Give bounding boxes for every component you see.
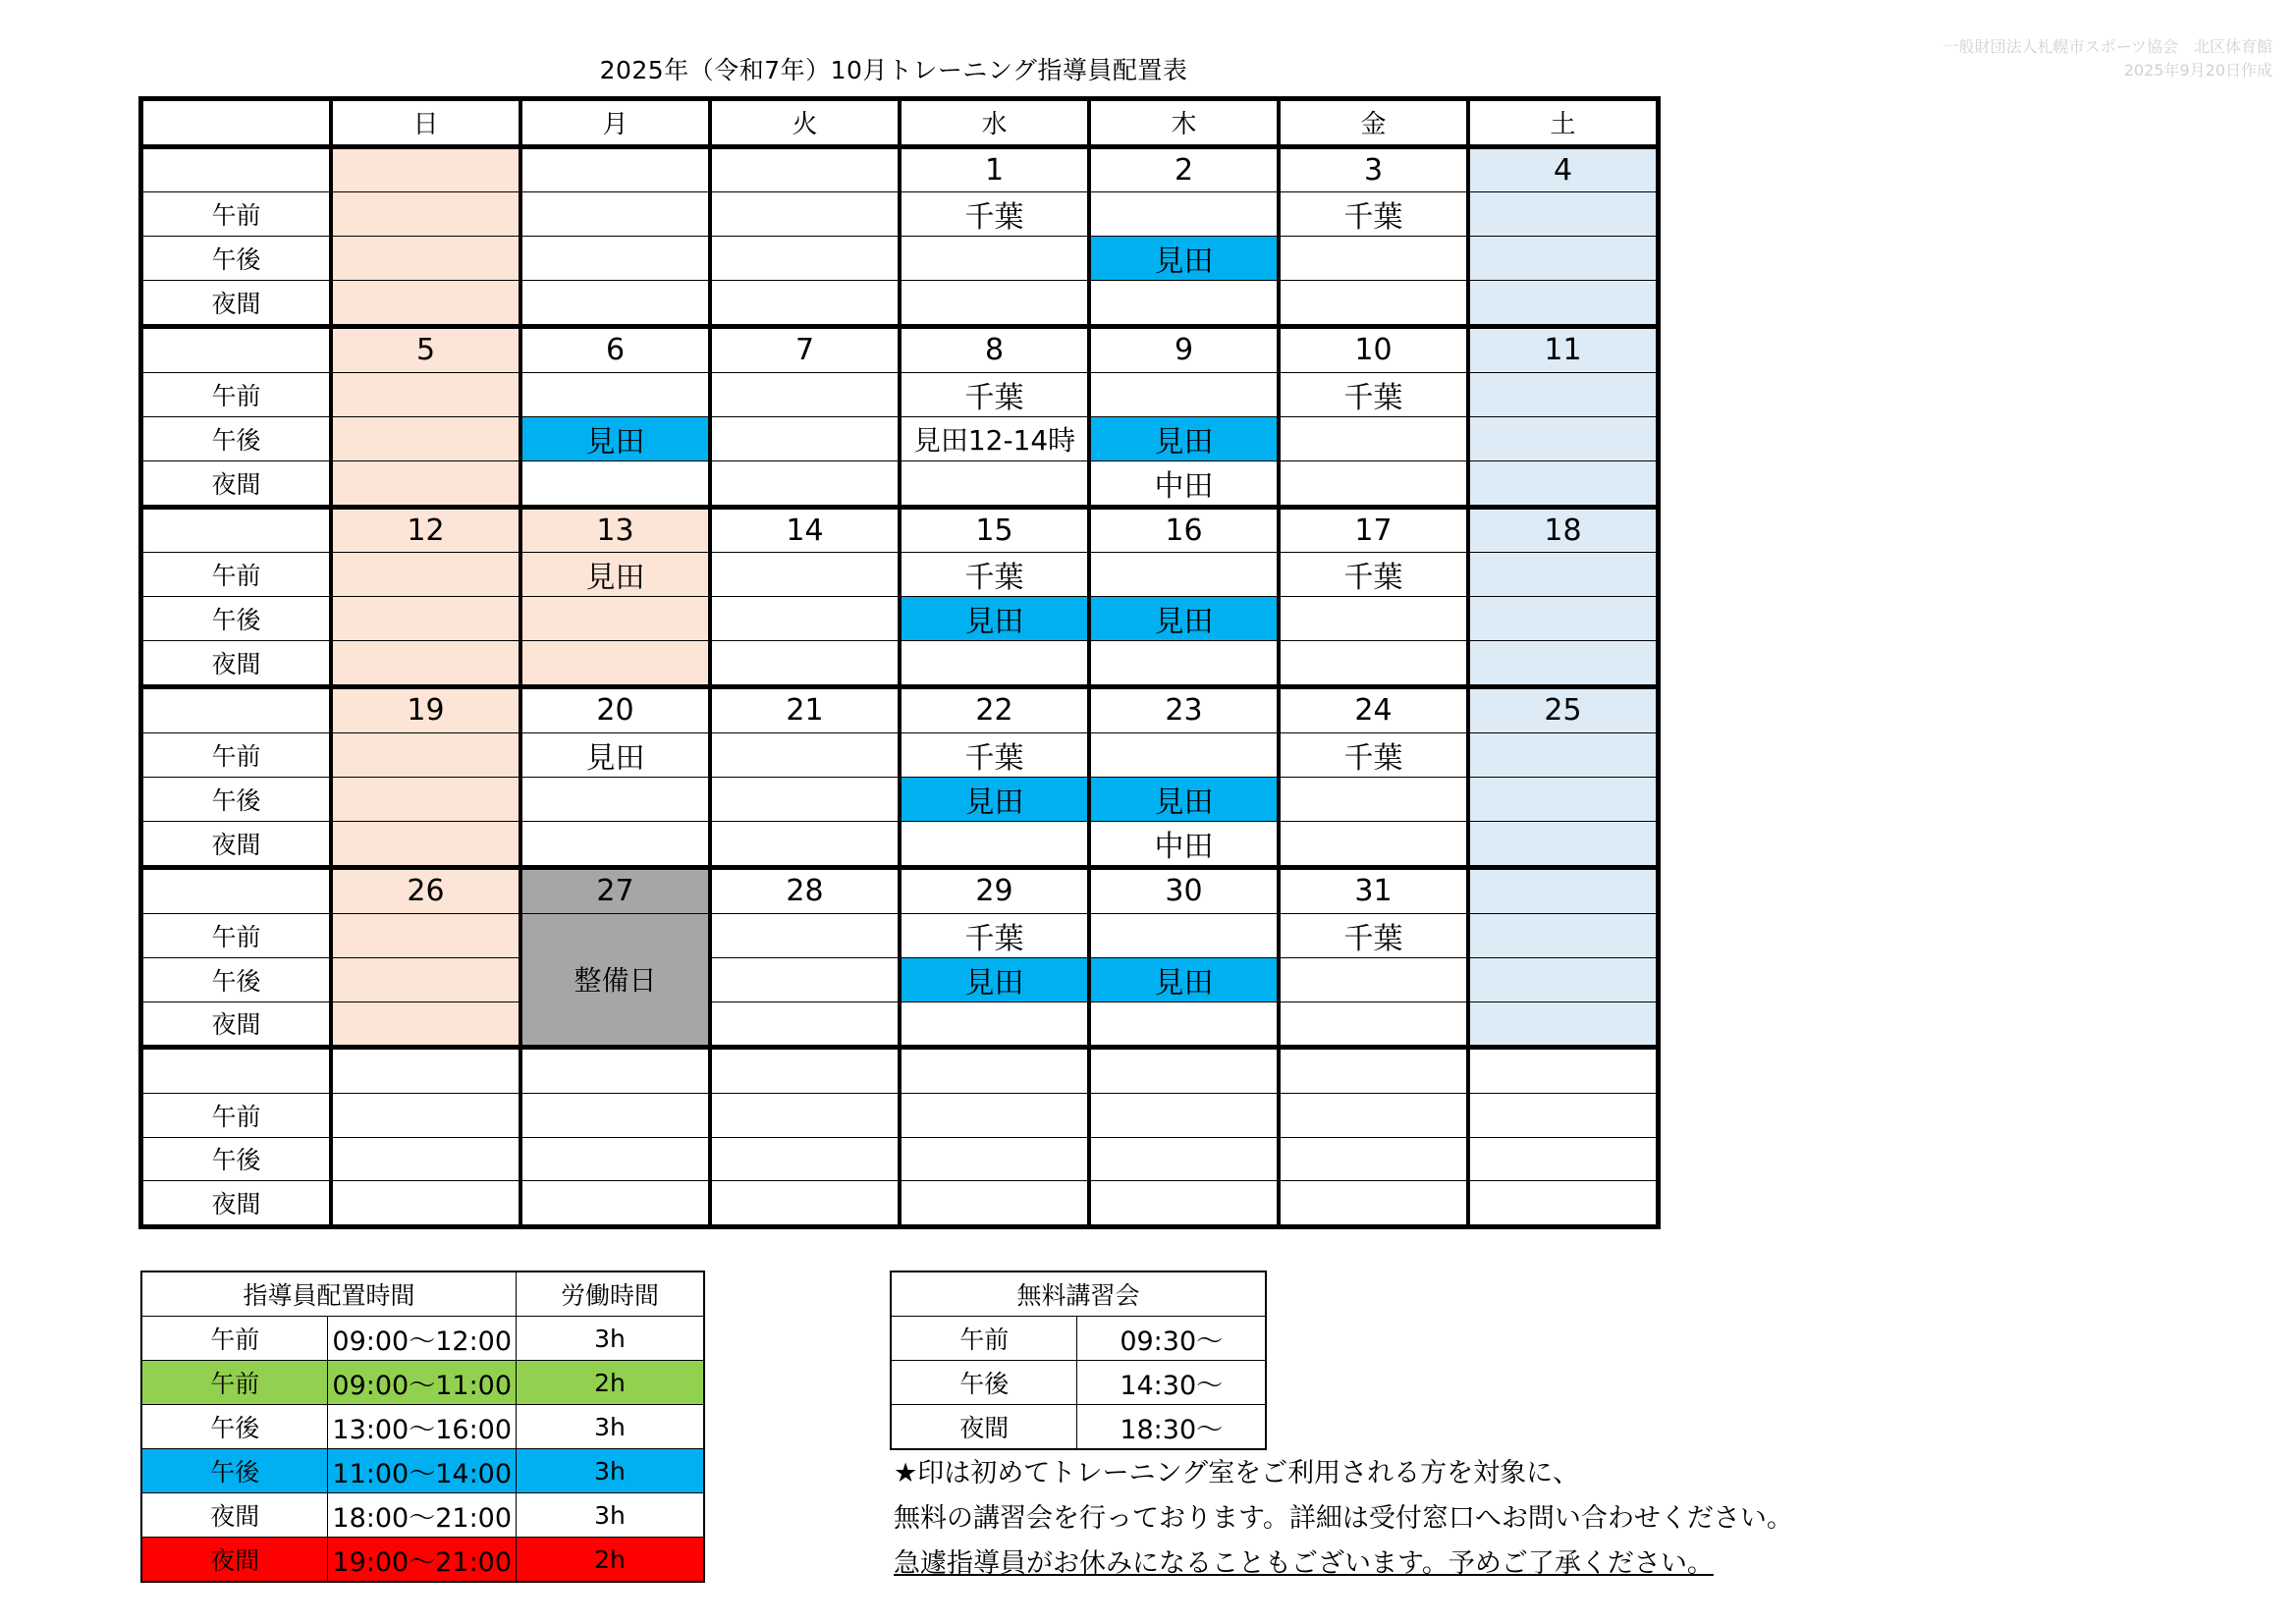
seminar-slot: 午前 (891, 1317, 1077, 1361)
date-cell: 16 (1089, 507, 1279, 553)
seminar-header-row (891, 1271, 1266, 1317)
staff-cell (1468, 281, 1659, 327)
legend-hours: 3h (517, 1449, 705, 1493)
legend-row (141, 1493, 704, 1538)
date-cell: 13 (520, 507, 710, 553)
staff-cell (900, 1093, 1089, 1137)
weekday-header: 月 (520, 99, 710, 147)
staff-cell (520, 372, 710, 416)
staff-cell (710, 1181, 900, 1227)
staff-cell (1468, 1093, 1659, 1137)
staff-cell (1279, 1001, 1468, 1048)
maintenance-day-cell: 整備日 (520, 913, 710, 1048)
staff-cell: 千葉 (1279, 732, 1468, 777)
slot-label: 夜間 (141, 821, 332, 867)
staff-cell (1468, 821, 1659, 867)
slot-label: 夜間 (141, 460, 332, 507)
staff-cell (710, 913, 900, 957)
date-row-label (141, 507, 332, 553)
slot-label: 午後 (141, 416, 332, 460)
staff-cell (710, 957, 900, 1001)
date-cell: 2 (1089, 146, 1279, 192)
weekday-header: 金 (1279, 99, 1468, 147)
legend-row (141, 1361, 704, 1405)
slot-row (141, 597, 1659, 641)
seminar-time: 14:30～ (1077, 1361, 1266, 1405)
staff-cell (1089, 641, 1279, 687)
staff-cell (1279, 777, 1468, 821)
date-cell (710, 1048, 900, 1094)
date-cell: 18 (1468, 507, 1659, 553)
seminar-header: 無料講習会 (891, 1271, 1266, 1317)
staff-cell: 千葉 (1279, 192, 1468, 237)
legend-time: 09:00～12:00 (328, 1317, 517, 1361)
date-cell: 10 (1279, 327, 1468, 373)
seminar-slot: 夜間 (891, 1405, 1077, 1450)
week-date-row (141, 507, 1659, 553)
staff-cell (710, 1001, 900, 1048)
staff-cell: 千葉 (900, 553, 1089, 597)
staff-cell (331, 913, 520, 957)
created-date: 2025年9月20日作成 (2123, 61, 2272, 80)
slot-label: 午後 (141, 237, 332, 281)
staff-cell (1279, 957, 1468, 1001)
date-cell (710, 146, 900, 192)
seminar-time: 18:30～ (1077, 1405, 1266, 1450)
legend-hours: 3h (517, 1493, 705, 1538)
date-cell (1468, 867, 1659, 913)
staff-cell (331, 821, 520, 867)
legend-slot: 午前 (141, 1317, 328, 1361)
legend-header-slot: 指導員配置時間 (141, 1271, 517, 1317)
staff-cell (1468, 597, 1659, 641)
staff-cell (1279, 1093, 1468, 1137)
staff-cell: 見田 (1089, 777, 1279, 821)
legend-row (141, 1317, 704, 1361)
staff-cell (331, 1137, 520, 1181)
staff-cell (1089, 1093, 1279, 1137)
week-date-row (141, 146, 1659, 192)
legend-header-row (141, 1271, 704, 1317)
staff-cell (710, 1093, 900, 1137)
staff-cell (1089, 1181, 1279, 1227)
staff-cell (1468, 1001, 1659, 1048)
staff-cell (520, 281, 710, 327)
date-cell: 15 (900, 507, 1089, 553)
staff-cell (520, 1137, 710, 1181)
staff-cell: 千葉 (900, 192, 1089, 237)
slot-label: 夜間 (141, 1181, 332, 1227)
date-cell (1279, 1048, 1468, 1094)
legend-slot: 午前 (141, 1361, 328, 1405)
date-cell (331, 1048, 520, 1094)
staff-cell: 千葉 (1279, 553, 1468, 597)
staff-cell (331, 192, 520, 237)
staff-cell (710, 732, 900, 777)
date-cell (331, 146, 520, 192)
date-cell: 14 (710, 507, 900, 553)
slot-row (141, 416, 1659, 460)
date-cell: 8 (900, 327, 1089, 373)
slot-label: 午後 (141, 597, 332, 641)
staff-cell (1279, 237, 1468, 281)
week-date-row (141, 867, 1659, 913)
seminar-row (891, 1317, 1266, 1361)
week-date-row (141, 1048, 1659, 1094)
notes (894, 1451, 1793, 1587)
staff-cell (331, 777, 520, 821)
legend-row (141, 1405, 704, 1449)
slot-row (141, 913, 1659, 957)
legend-row (141, 1538, 704, 1583)
date-cell (520, 146, 710, 192)
date-cell (520, 1048, 710, 1094)
slot-row (141, 1093, 1659, 1137)
staff-cell (710, 597, 900, 641)
organization-info (1943, 35, 2272, 82)
slot-label: 夜間 (141, 281, 332, 327)
slot-label: 夜間 (141, 641, 332, 687)
staff-cell (710, 281, 900, 327)
slot-label: 夜間 (141, 1001, 332, 1048)
staff-cell (1468, 1137, 1659, 1181)
date-cell: 17 (1279, 507, 1468, 553)
slot-row (141, 281, 1659, 327)
seminar-slot: 午後 (891, 1361, 1077, 1405)
legend-hours: 3h (517, 1317, 705, 1361)
staff-cell (900, 460, 1089, 507)
slot-row (141, 192, 1659, 237)
legend-time: 11:00～14:00 (328, 1449, 517, 1493)
staff-cell: 中田 (1089, 460, 1279, 507)
slot-row (141, 372, 1659, 416)
staff-cell (1089, 192, 1279, 237)
slot-label: 午前 (141, 192, 332, 237)
slot-label: 午後 (141, 957, 332, 1001)
staff-cell (1279, 641, 1468, 687)
slot-row (141, 1137, 1659, 1181)
seminar-time: 09:30～ (1077, 1317, 1266, 1361)
staff-cell (331, 641, 520, 687)
note-line-3: 急遽指導員がお休みになることもございます。予めご了承ください。 (894, 1548, 1714, 1579)
staff-cell (710, 1137, 900, 1181)
staff-cell (520, 1181, 710, 1227)
staff-cell (331, 597, 520, 641)
staff-cell: 見田 (900, 597, 1089, 641)
note-line-2: 無料の講習会を行っております。詳細は受付窓口へお問い合わせください。 (894, 1503, 1793, 1534)
staff-cell (331, 957, 520, 1001)
slot-row (141, 553, 1659, 597)
staff-cell (1468, 416, 1659, 460)
date-cell: 28 (710, 867, 900, 913)
page-title: 2025年（令和7年）10月トレーニング指導員配置表 (599, 56, 1188, 84)
staff-cell (1468, 957, 1659, 1001)
staff-cell (331, 237, 520, 281)
slot-label: 午前 (141, 1093, 332, 1137)
legend-time: 13:00～16:00 (328, 1405, 517, 1449)
slot-row (141, 237, 1659, 281)
staff-cell: 千葉 (900, 913, 1089, 957)
date-cell: 9 (1089, 327, 1279, 373)
staff-cell (520, 641, 710, 687)
staff-cell (900, 1137, 1089, 1181)
staff-cell (1468, 460, 1659, 507)
date-cell: 25 (1468, 687, 1659, 733)
staff-cell (520, 237, 710, 281)
date-cell (1468, 1048, 1659, 1094)
legend-slot: 夜間 (141, 1538, 328, 1583)
staff-cell (1468, 913, 1659, 957)
staff-cell: 見田 (520, 732, 710, 777)
date-cell: 31 (1279, 867, 1468, 913)
date-cell: 23 (1089, 687, 1279, 733)
staff-cell (520, 192, 710, 237)
date-cell: 27 (520, 867, 710, 913)
staff-cell (1468, 192, 1659, 237)
staff-cell: 見田 (520, 416, 710, 460)
date-cell: 1 (900, 146, 1089, 192)
staff-cell (1279, 460, 1468, 507)
date-cell: 24 (1279, 687, 1468, 733)
staff-cell (520, 821, 710, 867)
staff-cell (710, 460, 900, 507)
slot-row (141, 777, 1659, 821)
staff-cell (900, 281, 1089, 327)
staff-cell (1468, 641, 1659, 687)
staff-cell (1468, 372, 1659, 416)
slot-row (141, 821, 1659, 867)
date-cell: 22 (900, 687, 1089, 733)
staff-cell: 見田 (900, 957, 1089, 1001)
staff-cell (1089, 553, 1279, 597)
slot-row (141, 1001, 1659, 1048)
staff-cell: 見田 (1089, 237, 1279, 281)
staff-time-legend (140, 1271, 705, 1583)
staff-cell: 見田 (520, 553, 710, 597)
weekday-header: 水 (900, 99, 1089, 147)
slot-label: 午前 (141, 553, 332, 597)
weekday-header: 土 (1468, 99, 1659, 147)
legend-time: 19:00～21:00 (328, 1538, 517, 1583)
date-cell: 4 (1468, 146, 1659, 192)
date-row-label (141, 867, 332, 913)
staff-cell (900, 821, 1089, 867)
staff-cell (1089, 913, 1279, 957)
seminar-row (891, 1361, 1266, 1405)
staff-cell (1089, 1137, 1279, 1181)
staff-cell (331, 1001, 520, 1048)
legend-hours: 3h (517, 1405, 705, 1449)
date-row-label (141, 146, 332, 192)
staff-cell (331, 732, 520, 777)
staff-cell: 千葉 (900, 732, 1089, 777)
staff-cell (900, 1181, 1089, 1227)
schedule-calendar (138, 96, 1661, 1229)
date-cell: 19 (331, 687, 520, 733)
legend-hours: 2h (517, 1538, 705, 1583)
staff-cell (710, 777, 900, 821)
weekday-header-row (141, 99, 1659, 147)
legend-slot: 午後 (141, 1449, 328, 1493)
free-seminar-table (890, 1271, 1267, 1450)
organization-name: 一般財団法人札幌市スポーツ協会 北区体育館 (1942, 37, 2272, 56)
staff-cell (331, 281, 520, 327)
staff-cell (520, 460, 710, 507)
staff-cell (710, 237, 900, 281)
staff-cell: 見田 (1089, 597, 1279, 641)
date-cell: 29 (900, 867, 1089, 913)
legend-slot: 夜間 (141, 1493, 328, 1538)
date-cell: 30 (1089, 867, 1279, 913)
staff-cell (1279, 281, 1468, 327)
week-date-row (141, 327, 1659, 373)
weekday-header: 火 (710, 99, 900, 147)
date-cell: 26 (331, 867, 520, 913)
staff-cell (900, 1001, 1089, 1048)
date-cell: 6 (520, 327, 710, 373)
staff-cell (1468, 1181, 1659, 1227)
date-row-label (141, 327, 332, 373)
staff-cell (1279, 416, 1468, 460)
staff-cell (331, 372, 520, 416)
slot-label: 午前 (141, 913, 332, 957)
staff-cell: 中田 (1089, 821, 1279, 867)
staff-cell: 見田 (1089, 957, 1279, 1001)
staff-cell (1279, 597, 1468, 641)
staff-cell (1089, 1001, 1279, 1048)
staff-cell (520, 597, 710, 641)
date-cell: 11 (1468, 327, 1659, 373)
legend-time: 09:00～11:00 (328, 1361, 517, 1405)
staff-cell (520, 777, 710, 821)
slot-row (141, 957, 1659, 1001)
date-cell: 12 (331, 507, 520, 553)
week-date-row (141, 687, 1659, 733)
slot-label: 午後 (141, 1137, 332, 1181)
slot-row (141, 1181, 1659, 1227)
staff-cell (1279, 1181, 1468, 1227)
staff-cell: 見田 (1089, 416, 1279, 460)
date-cell: 5 (331, 327, 520, 373)
slot-label: 午前 (141, 732, 332, 777)
date-cell: 21 (710, 687, 900, 733)
legend-row (141, 1449, 704, 1493)
staff-cell (331, 416, 520, 460)
staff-cell (900, 641, 1089, 687)
legend-hours: 2h (517, 1361, 705, 1405)
staff-cell (1089, 372, 1279, 416)
staff-cell (1089, 281, 1279, 327)
staff-cell (710, 553, 900, 597)
staff-cell (900, 237, 1089, 281)
note-line-1: ★印は初めてトレーニング室をご利用される方を対象に、 (894, 1458, 1580, 1488)
slot-label: 午前 (141, 372, 332, 416)
legend-header-hours: 労働時間 (517, 1271, 705, 1317)
date-row-label (141, 687, 332, 733)
staff-cell: 千葉 (1279, 372, 1468, 416)
staff-cell: 見田12-14時 (900, 416, 1089, 460)
weekday-header: 日 (331, 99, 520, 147)
staff-cell: 見田 (900, 777, 1089, 821)
seminar-row (891, 1405, 1266, 1450)
staff-cell (1468, 237, 1659, 281)
staff-cell (331, 553, 520, 597)
date-cell: 7 (710, 327, 900, 373)
staff-cell (331, 460, 520, 507)
staff-cell (331, 1093, 520, 1137)
staff-cell: 千葉 (900, 372, 1089, 416)
staff-cell (1279, 821, 1468, 867)
date-cell: 3 (1279, 146, 1468, 192)
date-cell: 20 (520, 687, 710, 733)
slot-row (141, 460, 1659, 507)
date-cell (900, 1048, 1089, 1094)
staff-cell: 千葉 (1279, 913, 1468, 957)
slot-label: 午後 (141, 777, 332, 821)
weekday-header: 木 (1089, 99, 1279, 147)
staff-cell (1468, 553, 1659, 597)
staff-cell (331, 1181, 520, 1227)
staff-cell (520, 1093, 710, 1137)
staff-cell (710, 821, 900, 867)
staff-cell (710, 641, 900, 687)
staff-cell (1468, 732, 1659, 777)
date-cell (1089, 1048, 1279, 1094)
legend-time: 18:00～21:00 (328, 1493, 517, 1538)
staff-cell (1279, 1137, 1468, 1181)
corner-cell (141, 99, 332, 147)
staff-cell (1089, 732, 1279, 777)
staff-cell (710, 372, 900, 416)
date-row-label (141, 1048, 332, 1094)
slot-row (141, 641, 1659, 687)
staff-cell (710, 192, 900, 237)
legend-slot: 午後 (141, 1405, 328, 1449)
staff-cell (1468, 777, 1659, 821)
staff-cell (710, 416, 900, 460)
slot-row (141, 732, 1659, 777)
